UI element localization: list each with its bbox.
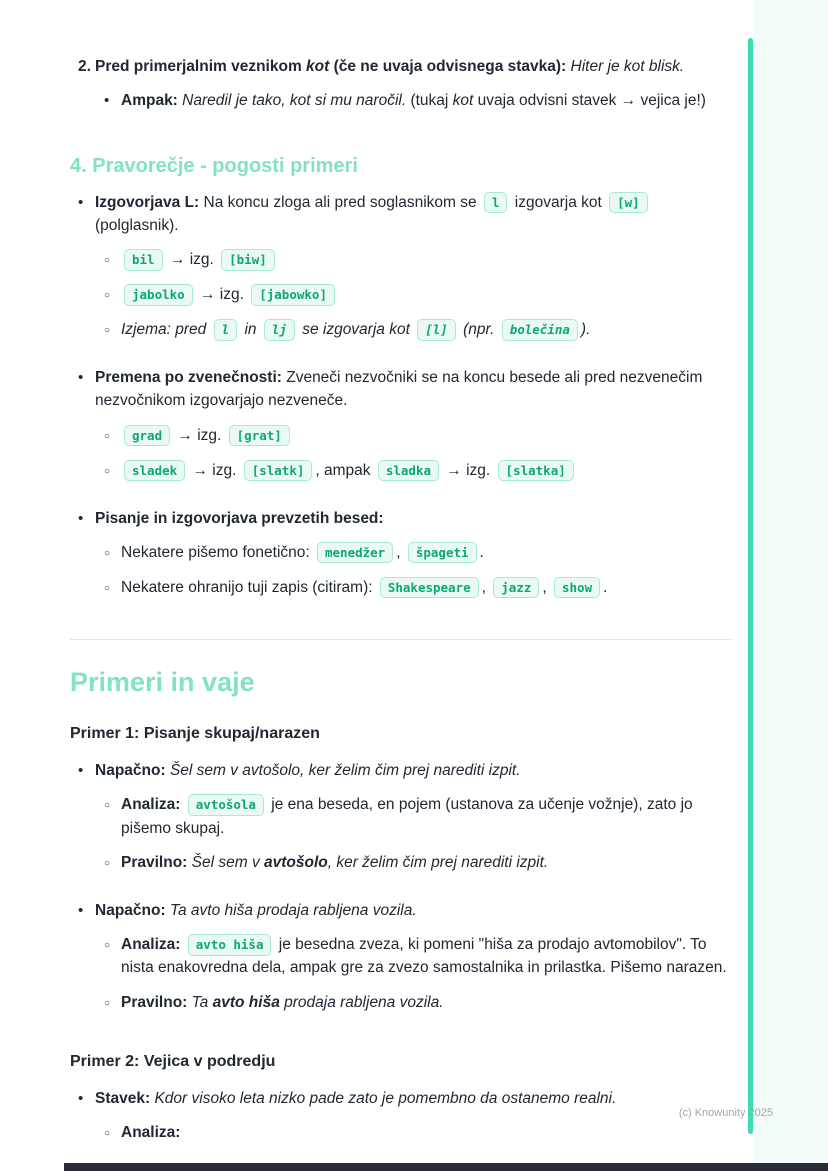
list-item: [104, 424, 732, 448]
list-item-body: [121, 318, 732, 341]
text-segment: Izgovorjava L:: [95, 193, 200, 211]
text-segment: se izgovarja kot: [297, 321, 415, 338]
text-segment: (tukaj: [406, 92, 453, 110]
text-segment: Hiter je kot blisk.: [570, 58, 685, 75]
list-item: [78, 1087, 732, 1156]
code-chip: [grat]: [229, 425, 290, 447]
bullet-disc: •: [78, 1089, 84, 1107]
list-item-body: [121, 1121, 732, 1144]
text-segment: ).: [580, 321, 591, 338]
text-segment: Napačno:: [95, 901, 166, 919]
text-segment: Premena po zvenečnosti:: [95, 369, 282, 386]
list-level-2: [95, 424, 732, 483]
footer-credit: (c) Knowunity 2025: [678, 1107, 773, 1119]
bullet-circle: ○: [104, 997, 111, 1009]
text-segment: izgovarja kot: [510, 193, 607, 211]
list-item: [78, 899, 732, 1026]
list-item: [104, 318, 732, 342]
text-segment: → izg.: [188, 461, 241, 479]
text-segment: Analiza:: [121, 796, 181, 814]
document-content: [70, 42, 732, 1171]
list-number: 2.: [78, 58, 91, 75]
text-segment: Pravilno:: [121, 993, 188, 1011]
list-item: [78, 366, 732, 494]
list-level-1: [70, 1087, 732, 1156]
list-item: [104, 991, 732, 1015]
code-chip: [w]: [609, 192, 648, 214]
text-segment: kot: [452, 92, 474, 110]
text-segment: Stavek:: [95, 1089, 151, 1107]
text-segment: prodaja rabljena vozila.: [279, 993, 444, 1011]
list-item-body: [121, 991, 732, 1014]
code-chip: [jabowko]: [251, 284, 335, 306]
list-item-body: [121, 283, 732, 306]
text-segment: Ta avto hiša prodaja rabljena vozila.: [169, 901, 417, 919]
list-item-body: [121, 89, 732, 112]
text-segment: .: [479, 543, 484, 561]
list-item-body: [121, 851, 732, 874]
code-chip: [slatk]: [244, 460, 313, 482]
text-segment: avto hiša: [212, 993, 280, 1011]
bullet-circle: ○: [104, 547, 111, 559]
code-chip: menedžer: [317, 542, 393, 564]
code-chip: show: [554, 577, 600, 599]
text-segment: Zveneči nezvočniki se na koncu besede ali pred nezvenečim nezvočnikom izgovarjajo nezveneče.: [95, 369, 703, 410]
code-chip: sladek: [124, 460, 185, 482]
list-level-2: [95, 1121, 732, 1145]
text-segment: (polglasnik).: [95, 216, 179, 234]
code-chip: l: [214, 319, 238, 341]
text-segment: Na koncu zloga ali pred soglasnikom se: [199, 193, 481, 211]
bullet-circle: ○: [104, 857, 111, 869]
list-level-1: [70, 55, 732, 124]
list-item-body: [95, 366, 732, 494]
code-chip: [l]: [417, 319, 456, 341]
code-chip: špageti: [408, 542, 477, 564]
bullet-circle: ○: [104, 940, 111, 952]
code-chip: jazz: [493, 577, 539, 599]
code-chip: Shakespeare: [380, 577, 479, 599]
list-item: [78, 507, 732, 611]
right-margin-tint: [753, 0, 828, 1171]
text-segment: Analiza:: [121, 1123, 181, 1141]
text-segment: kot: [306, 58, 330, 75]
list-level-2: [95, 793, 732, 875]
list-item-body: [95, 507, 732, 611]
list-item: [104, 851, 732, 875]
list-item: [104, 248, 732, 272]
text-segment: Šel sem v: [191, 853, 264, 871]
code-chip: bolečina: [502, 319, 578, 341]
list-item-body: [121, 459, 732, 482]
section-heading: 4. Pravorečje - pogosti primeri: [70, 154, 358, 177]
example-heading: Primer 2: Vejica v podredju: [70, 1052, 276, 1070]
list-level-1: [70, 759, 732, 1026]
code-chip: jabolko: [124, 284, 193, 306]
main-heading: Primeri in vaje: [70, 666, 255, 697]
list-level-1: [70, 191, 732, 611]
list-item: [104, 89, 732, 112]
text-segment: → izg.: [165, 251, 219, 268]
bullet-circle: ○: [104, 465, 111, 477]
text-segment: Naredil je tako, kot si mu naročil.: [182, 92, 407, 110]
bullet-circle: ○: [104, 290, 111, 301]
bullet-disc: •: [78, 509, 84, 527]
list-item-body: [121, 793, 732, 840]
list-item: [104, 283, 732, 307]
list-level-2: [95, 89, 732, 112]
list-item-body: [95, 55, 732, 124]
text-segment: Nekatere pišemo fonetično:: [121, 543, 314, 561]
text-segment: Šel sem v avtošolo, ker želim čim prej narediti izpit.: [169, 762, 521, 780]
bullet-circle: ○: [104, 430, 111, 442]
text-segment: in: [240, 321, 261, 338]
text-segment: → izg.: [195, 286, 249, 303]
list-item-body: [95, 899, 732, 1026]
code-chip: lj: [264, 319, 295, 341]
text-segment: [180, 936, 184, 953]
text-segment: Pisanje in izgovorjava prevzetih besed:: [95, 509, 384, 527]
code-chip: avto hiša: [188, 934, 272, 956]
code-chip: [slatka]: [498, 460, 574, 482]
text-segment: (če ne uvaja odvisnega stavka):: [329, 58, 567, 75]
text-segment: → izg.: [442, 461, 495, 479]
text-segment: Nekatere ohranijo tuji zapis (citiram):: [121, 578, 377, 596]
text-segment: ,: [396, 543, 405, 561]
code-chip: bil: [124, 249, 163, 271]
list-item: [78, 759, 732, 886]
code-chip: grad: [124, 425, 170, 447]
example-heading: Primer 1: Pisanje skupaj/narazen: [70, 725, 320, 743]
bullet-circle: ○: [104, 255, 111, 266]
code-chip: sladka: [378, 460, 439, 482]
text-segment: ,: [481, 578, 491, 596]
list-item-body: [95, 759, 732, 886]
code-chip: l: [484, 192, 508, 214]
text-segment: uvaja odvisni stavek → vejica je!): [473, 92, 706, 110]
text-segment: Pravilno:: [121, 853, 188, 871]
text-segment: (npr.: [458, 321, 499, 338]
bullet-circle: ○: [104, 1127, 111, 1139]
list-item: [78, 191, 732, 354]
list-item: [104, 1121, 732, 1145]
text-segment: Ampak:: [121, 92, 178, 110]
list-item-body: [121, 576, 732, 599]
bullet-circle: ○: [104, 325, 111, 336]
text-segment: Ta: [191, 993, 213, 1011]
list-item: [104, 459, 732, 483]
text-segment: Izjema: pred: [121, 321, 211, 338]
code-chip: avtošola: [188, 794, 264, 816]
bullet-circle: ○: [104, 582, 111, 594]
list-item-body: [121, 424, 732, 447]
bullet-disc: •: [78, 901, 84, 919]
bullet-disc: •: [104, 92, 110, 110]
list-item-body: [121, 933, 732, 980]
code-chip: [biw]: [221, 249, 275, 271]
list-item-body: [95, 1087, 732, 1156]
text-segment: Napačno:: [95, 762, 166, 780]
list-item-body: [121, 541, 732, 564]
list-item: [104, 793, 732, 840]
list-item-body: [121, 248, 732, 271]
text-segment: je besedna zveza, ki pomeni "hiša za prodajo avtomobilov". To nista enakovredna dela, ampak gre za zvezo samostalnika in prilastka. Pišemo narazen.: [121, 936, 727, 977]
bullet-disc: •: [78, 762, 84, 780]
list-level-2: [95, 933, 732, 1015]
bullet-circle: ○: [104, 800, 111, 812]
bullet-disc: •: [78, 193, 84, 211]
text-segment: Kdor visoko leta nizko pade zato je pomembno da ostanemo realni.: [154, 1089, 617, 1107]
list-level-2: [95, 541, 732, 600]
text-segment: je ena beseda, en pojem (ustanova za učenje vožnje), zato jo pišemo skupaj.: [121, 796, 693, 837]
list-item: [104, 933, 732, 980]
list-item: [78, 55, 732, 124]
text-segment: avtošolo: [264, 853, 328, 871]
text-segment: ,: [542, 578, 551, 596]
list-item: [104, 541, 732, 565]
text-segment: Pred primerjalnim veznikom: [95, 58, 307, 75]
text-segment: [180, 796, 184, 813]
list-level-2: [95, 248, 732, 342]
text-segment: , ker želim čim prej narediti izpit.: [327, 853, 549, 871]
text-segment: , ampak: [315, 461, 375, 479]
section-divider: [70, 639, 732, 640]
list-item: [104, 576, 732, 600]
page-edge-accent-bar: [748, 38, 753, 1134]
text-segment: .: [603, 578, 608, 596]
text-segment: Analiza:: [121, 936, 181, 954]
bullet-disc: •: [78, 369, 84, 386]
next-page-edge: [64, 1163, 828, 1171]
list-item-body: [95, 191, 732, 354]
text-segment: → izg.: [173, 426, 226, 444]
